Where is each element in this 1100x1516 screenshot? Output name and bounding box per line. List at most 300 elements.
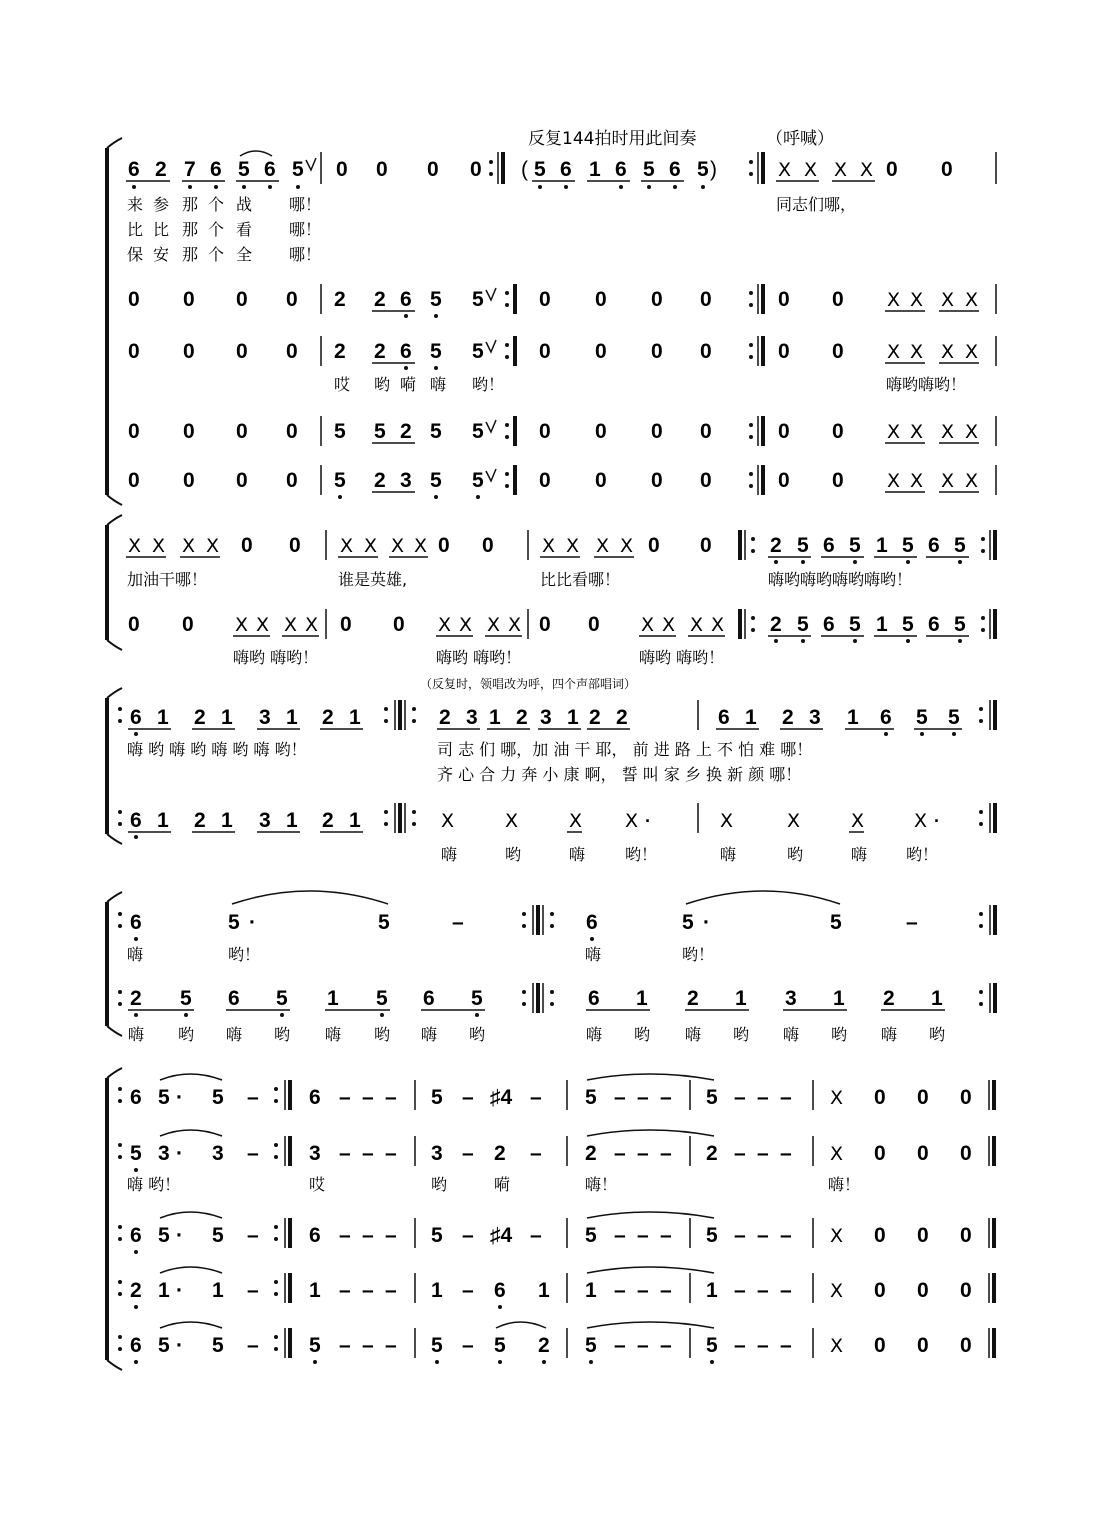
svg-text:–: –: [362, 1086, 374, 1109]
svg-text:–: –: [757, 1142, 769, 1165]
svg-text:那: 那: [182, 195, 199, 214]
svg-text:0: 0: [651, 288, 663, 311]
svg-text:5: 5: [472, 420, 484, 443]
svg-text:个: 个: [208, 195, 225, 214]
svg-text:0: 0: [376, 158, 388, 181]
svg-text:1: 1: [585, 1279, 597, 1302]
svg-text:5: 5: [697, 158, 709, 181]
svg-text:X: X: [487, 614, 501, 636]
svg-text:5: 5: [585, 1224, 597, 1247]
svg-text:哟！: 哟！: [682, 945, 715, 964]
svg-text:5: 5: [706, 1224, 718, 1247]
svg-text:–: –: [614, 1224, 626, 1247]
svg-text:X: X: [965, 289, 979, 311]
svg-text:–: –: [462, 1224, 474, 1247]
svg-text:2: 2: [194, 706, 206, 729]
svg-text:1: 1: [221, 809, 233, 832]
svg-text:6: 6: [130, 706, 142, 729]
svg-text:2: 2: [782, 706, 794, 729]
svg-text:嗨哟 嗨哟！: 嗨哟 嗨哟！: [233, 648, 319, 667]
svg-text:5: 5: [954, 613, 966, 636]
svg-text:2: 2: [616, 706, 628, 729]
svg-text:X: X: [965, 341, 979, 363]
svg-text:0: 0: [128, 469, 140, 492]
svg-text:–: –: [385, 1086, 397, 1109]
system-bracket: [107, 138, 122, 505]
svg-text:5: 5: [472, 340, 484, 363]
lyrics-aiyo: [334, 375, 966, 394]
svg-text:0: 0: [438, 534, 450, 557]
svg-text:0: 0: [700, 534, 712, 557]
svg-text:2: 2: [322, 706, 334, 729]
svg-text:比: 比: [153, 220, 170, 239]
svg-text:2: 2: [883, 987, 895, 1010]
svg-text:哟: 哟: [274, 1025, 291, 1044]
svg-text:5: 5: [472, 288, 484, 311]
svg-text:哪！: 哪！: [289, 220, 322, 239]
svg-text:参: 参: [153, 195, 170, 214]
svg-text:5: 5: [212, 1334, 224, 1357]
svg-text:5: 5: [849, 613, 861, 636]
svg-text:–: –: [385, 1279, 397, 1302]
svg-text:–: –: [247, 1086, 259, 1109]
svg-text:0: 0: [595, 288, 607, 311]
svg-text:嗨: 嗨: [783, 1025, 800, 1044]
svg-text:2: 2: [770, 613, 782, 636]
svg-text:3: 3: [431, 1142, 443, 1165]
svg-text:0: 0: [960, 1142, 972, 1165]
svg-text:X: X: [787, 810, 801, 832]
svg-text:5: 5: [212, 1086, 224, 1109]
svg-text:嗨！: 嗨！: [828, 1175, 861, 1194]
svg-text:1: 1: [538, 1279, 550, 1302]
svg-text:6: 6: [400, 340, 412, 363]
svg-text:–: –: [780, 1086, 792, 1109]
svg-text:0: 0: [183, 420, 195, 443]
svg-text:0: 0: [595, 420, 607, 443]
svg-text:哟: 哟: [787, 845, 804, 864]
svg-text:1: 1: [157, 809, 169, 832]
svg-text:5: 5: [585, 1334, 597, 1357]
svg-text:0: 0: [778, 420, 790, 443]
svg-text:0: 0: [832, 340, 844, 363]
svg-text:5: 5: [431, 1086, 443, 1109]
svg-text:6: 6: [309, 1224, 321, 1247]
svg-text:0: 0: [778, 288, 790, 311]
svg-text:–: –: [362, 1224, 374, 1247]
svg-text:–: –: [757, 1224, 769, 1247]
svg-text:0: 0: [648, 534, 660, 557]
svg-text:0: 0: [651, 420, 663, 443]
svg-text:X: X: [887, 341, 901, 363]
svg-text:·: ·: [176, 1142, 183, 1165]
svg-text:–: –: [339, 1142, 351, 1165]
svg-text:安: 安: [153, 245, 170, 264]
svg-text:X: X: [965, 470, 979, 492]
svg-text:0: 0: [183, 469, 195, 492]
svg-text:3: 3: [158, 1142, 170, 1165]
svg-text:2: 2: [585, 1142, 597, 1165]
svg-text:嗨哟嗨哟！: 嗨哟嗨哟！: [886, 375, 967, 394]
svg-text:2: 2: [334, 288, 346, 311]
svg-text:X: X: [235, 614, 249, 636]
svg-text:同志们哪，: 同志们哪，: [776, 195, 857, 214]
svg-text:X: X: [152, 535, 166, 557]
svg-text:0: 0: [286, 340, 298, 363]
svg-text:1: 1: [212, 1279, 224, 1302]
svg-text:0: 0: [960, 1279, 972, 1302]
svg-text:5: 5: [430, 340, 442, 363]
svg-text:·: ·: [249, 911, 256, 934]
svg-text:比比看哪！: 比比看哪！: [540, 570, 621, 589]
svg-text:X: X: [914, 810, 928, 832]
svg-text:5: 5: [682, 911, 694, 934]
svg-text:嗨: 嗨: [685, 1025, 702, 1044]
svg-text:哟！: 哟！: [472, 375, 505, 394]
svg-text:–: –: [637, 1279, 649, 1302]
svg-text:X: X: [364, 535, 378, 557]
svg-text:5: 5: [643, 158, 655, 181]
svg-text:0: 0: [539, 420, 551, 443]
svg-text:5: 5: [158, 1224, 170, 1247]
svg-text:X: X: [566, 535, 580, 557]
svg-text:0: 0: [236, 469, 248, 492]
svg-text:5: 5: [706, 1334, 718, 1357]
svg-text:–: –: [339, 1224, 351, 1247]
svg-text:–: –: [462, 1142, 474, 1165]
svg-text:5: 5: [158, 1086, 170, 1109]
svg-text:5: 5: [228, 911, 240, 934]
svg-text:2: 2: [130, 1279, 142, 1302]
svg-text:6: 6: [928, 534, 940, 557]
svg-text:嗬: 嗬: [494, 1175, 511, 1194]
svg-text:3: 3: [309, 1142, 321, 1165]
svg-text:–: –: [734, 1334, 746, 1357]
svg-text:2: 2: [130, 987, 142, 1010]
svg-text:–: –: [780, 1279, 792, 1302]
svg-text:1: 1: [158, 1279, 170, 1302]
svg-text:0: 0: [128, 340, 140, 363]
svg-text:3: 3: [785, 987, 797, 1010]
svg-text:–: –: [660, 1224, 672, 1247]
svg-text:–: –: [362, 1334, 374, 1357]
svg-text:–: –: [362, 1142, 374, 1165]
svg-text:嗨: 嗨: [569, 845, 586, 864]
svg-text:6: 6: [823, 613, 835, 636]
svg-text:5: 5: [431, 1224, 443, 1247]
svg-text:2: 2: [770, 534, 782, 557]
svg-text:1: 1: [309, 1279, 321, 1302]
svg-text:–: –: [614, 1142, 626, 1165]
svg-text:·: ·: [176, 1334, 183, 1357]
svg-text:嗨: 嗨: [720, 845, 737, 864]
svg-text:嗨 哟 嗨 哟 嗨 哟 嗨 哟！: 嗨 哟 嗨 哟 嗨 哟 嗨 哟！: [127, 740, 307, 759]
svg-text:哪！: 哪！: [289, 195, 322, 214]
svg-text:–: –: [614, 1279, 626, 1302]
svg-text:2: 2: [334, 340, 346, 363]
svg-text:X: X: [340, 535, 354, 557]
svg-text:–: –: [385, 1334, 397, 1357]
svg-text:0: 0: [960, 1334, 972, 1357]
svg-text:0: 0: [470, 158, 482, 181]
svg-text:–: –: [660, 1142, 672, 1165]
svg-text:–: –: [660, 1279, 672, 1302]
svg-text:X: X: [720, 810, 734, 832]
svg-text:5: 5: [472, 469, 484, 492]
svg-text:6: 6: [718, 706, 730, 729]
svg-text:0: 0: [236, 288, 248, 311]
interlude-note: 反复144拍时用此间奏: [528, 129, 697, 149]
svg-text:1: 1: [286, 809, 298, 832]
svg-text:X: X: [391, 535, 405, 557]
svg-text:0: 0: [874, 1224, 886, 1247]
svg-text:5: 5: [378, 911, 390, 934]
svg-text:0: 0: [340, 613, 352, 636]
svg-text:1: 1: [745, 706, 757, 729]
svg-text:1: 1: [349, 706, 361, 729]
svg-text:·: ·: [934, 811, 940, 831]
svg-text:X: X: [830, 1335, 844, 1357]
svg-text:X: X: [830, 1280, 844, 1302]
svg-text:嗬: 嗬: [400, 375, 417, 394]
svg-text:X: X: [542, 535, 556, 557]
svg-text:0: 0: [874, 1086, 886, 1109]
svg-text:嗨哟 嗨哟！: 嗨哟 嗨哟！: [639, 648, 725, 667]
svg-text:0: 0: [917, 1142, 929, 1165]
svg-text:6: 6: [928, 613, 940, 636]
svg-text:0: 0: [832, 469, 844, 492]
svg-text:2: 2: [589, 706, 601, 729]
svg-text:–: –: [614, 1334, 626, 1357]
svg-text:5: 5: [916, 706, 928, 729]
svg-text:0: 0: [651, 340, 663, 363]
svg-text:6: 6: [228, 987, 240, 1010]
svg-text:–: –: [734, 1086, 746, 1109]
svg-text:–: –: [247, 1334, 259, 1357]
svg-text:5: 5: [830, 911, 842, 934]
svg-text:X: X: [910, 341, 924, 363]
svg-text:2: 2: [374, 469, 386, 492]
svg-text:1: 1: [489, 706, 501, 729]
svg-text:嗨: 嗨: [128, 1025, 145, 1044]
svg-text:6: 6: [130, 809, 142, 832]
svg-text:X: X: [941, 341, 955, 363]
svg-text:–: –: [339, 1334, 351, 1357]
svg-text:哟: 哟: [634, 1025, 651, 1044]
svg-text:1: 1: [589, 158, 601, 181]
svg-text:嗨: 嗨: [585, 945, 602, 964]
system-bracket-2: [107, 515, 122, 650]
svg-text:1: 1: [286, 706, 298, 729]
svg-text:0: 0: [917, 1279, 929, 1302]
svg-text:2: 2: [516, 706, 528, 729]
svg-text:–: –: [780, 1334, 792, 1357]
svg-text:1: 1: [735, 987, 747, 1010]
svg-text:那: 那: [182, 220, 199, 239]
svg-text:哟！: 哟！: [906, 845, 939, 864]
svg-text:–: –: [339, 1279, 351, 1302]
svg-text:1: 1: [876, 613, 888, 636]
svg-text:哎: 哎: [334, 375, 351, 394]
svg-text:–: –: [734, 1142, 746, 1165]
svg-text:–: –: [780, 1142, 792, 1165]
lyrics-system-3: [127, 740, 938, 864]
svg-text:5: 5: [431, 1334, 443, 1357]
svg-text:X: X: [830, 1225, 844, 1247]
svg-text:5: 5: [902, 613, 914, 636]
svg-text:X: X: [830, 1143, 844, 1165]
svg-text:0: 0: [874, 1279, 886, 1302]
svg-text:谁是英雄,: 谁是英雄,: [338, 570, 408, 589]
svg-text:X: X: [596, 535, 610, 557]
svg-text:(: (: [521, 158, 528, 181]
svg-text:5: 5: [534, 158, 546, 181]
svg-text:6: 6: [130, 1086, 142, 1109]
svg-text:·: ·: [176, 1224, 183, 1247]
svg-text:·: ·: [176, 1279, 183, 1302]
svg-text:5: 5: [494, 1334, 506, 1357]
svg-text:嗨哟嗨哟嗨哟嗨哟！: 嗨哟嗨哟嗨哟嗨哟！: [768, 570, 913, 589]
svg-text:6: 6: [615, 158, 627, 181]
svg-text:♯4: ♯4: [490, 1224, 513, 1247]
shout-note: （呼喊）: [766, 129, 834, 149]
svg-text:·: ·: [645, 811, 651, 831]
svg-text:3: 3: [400, 469, 412, 492]
svg-text:0: 0: [128, 420, 140, 443]
svg-text:嗨: 嗨: [430, 375, 447, 394]
svg-text:个: 个: [208, 220, 225, 239]
svg-text:6: 6: [423, 987, 435, 1010]
svg-text:0: 0: [289, 534, 301, 557]
svg-text:–: –: [637, 1224, 649, 1247]
svg-text:0: 0: [917, 1224, 929, 1247]
svg-text:司 志 们 哪，加 油 干 耶， 前 进 路 上 不 怕 难: 司 志 们 哪，加 油 干 耶， 前 进 路 上 不 怕 难 哪！: [437, 740, 813, 759]
svg-text:X: X: [459, 614, 473, 636]
svg-text:–: –: [660, 1334, 672, 1357]
svg-text:0: 0: [539, 288, 551, 311]
svg-text:比: 比: [127, 220, 144, 239]
system-bracket-5: [107, 1068, 122, 1370]
svg-text:2: 2: [439, 706, 451, 729]
repeat-note: （反复时，领唱改为呼，四个声部唱词）: [420, 677, 637, 691]
svg-text:嗨 哟！: 嗨 哟！: [127, 1175, 181, 1194]
svg-text:X: X: [441, 810, 455, 832]
svg-text:哟: 哟: [929, 1025, 946, 1044]
svg-text:2: 2: [155, 158, 167, 181]
svg-text:6: 6: [669, 158, 681, 181]
svg-text:1: 1: [221, 706, 233, 729]
svg-text:1: 1: [567, 706, 579, 729]
svg-text:–: –: [637, 1142, 649, 1165]
svg-text:5: 5: [430, 420, 442, 443]
svg-text:嗨: 嗨: [851, 845, 868, 864]
svg-text:5: 5: [180, 987, 192, 1010]
svg-text:–: –: [780, 1224, 792, 1247]
svg-text:嗨: 嗨: [325, 1025, 342, 1044]
svg-text:–: –: [530, 1142, 542, 1165]
svg-text:6: 6: [823, 534, 835, 557]
svg-text:0: 0: [886, 158, 898, 181]
svg-text:5: 5: [902, 534, 914, 557]
svg-text:0: 0: [427, 158, 439, 181]
svg-text:X: X: [910, 421, 924, 443]
svg-text:X: X: [834, 159, 848, 181]
svg-text:5: 5: [849, 534, 861, 557]
svg-text:–: –: [385, 1142, 397, 1165]
svg-text:0: 0: [778, 340, 790, 363]
svg-text:–: –: [614, 1086, 626, 1109]
svg-text:X: X: [887, 289, 901, 311]
svg-text:0: 0: [128, 288, 140, 311]
svg-text:5: 5: [706, 1086, 718, 1109]
svg-text:1: 1: [931, 987, 943, 1010]
svg-text:–: –: [385, 1224, 397, 1247]
svg-text:–: –: [462, 1279, 474, 1302]
svg-text:–: –: [247, 1224, 259, 1247]
svg-text:嗨: 嗨: [881, 1025, 898, 1044]
svg-text:3: 3: [809, 706, 821, 729]
svg-text:3: 3: [259, 706, 271, 729]
svg-text:哟: 哟: [831, 1025, 848, 1044]
svg-text:6: 6: [130, 1224, 142, 1247]
svg-text:1: 1: [636, 987, 648, 1010]
svg-text:6: 6: [560, 158, 572, 181]
svg-text:♯4: ♯4: [490, 1086, 513, 1109]
svg-text:0: 0: [778, 469, 790, 492]
svg-text:X: X: [830, 1087, 844, 1109]
svg-text:X: X: [711, 614, 725, 636]
svg-text:6: 6: [880, 706, 892, 729]
svg-text:加油干哪！: 加油干哪！: [127, 570, 208, 589]
svg-text:0: 0: [182, 613, 194, 636]
svg-text:2: 2: [538, 1334, 550, 1357]
staff-rows-chorus: [128, 284, 996, 499]
svg-text:哟: 哟: [505, 845, 522, 864]
svg-text:0: 0: [286, 420, 298, 443]
svg-text:嗨: 嗨: [586, 1025, 603, 1044]
svg-text:0: 0: [700, 340, 712, 363]
staff-system-5: [130, 1086, 972, 1357]
svg-text:保: 保: [127, 245, 144, 264]
svg-text:–: –: [339, 1086, 351, 1109]
svg-text:5: 5: [374, 420, 386, 443]
svg-text:5: 5: [309, 1334, 321, 1357]
svg-text:0: 0: [336, 158, 348, 181]
svg-text:X: X: [860, 159, 874, 181]
svg-text:X: X: [284, 614, 298, 636]
svg-text:X: X: [941, 289, 955, 311]
svg-text:个: 个: [208, 245, 225, 264]
svg-text:X: X: [625, 810, 639, 832]
svg-text:X: X: [256, 614, 270, 636]
svg-text:0: 0: [700, 469, 712, 492]
lyrics-verses: [127, 195, 856, 264]
lyrics-system-5: [127, 1175, 860, 1194]
svg-text:战: 战: [236, 195, 253, 214]
svg-text:–: –: [637, 1334, 649, 1357]
svg-text:X: X: [778, 159, 792, 181]
svg-text:0: 0: [286, 469, 298, 492]
svg-text:–: –: [906, 911, 918, 934]
svg-text:5: 5: [954, 534, 966, 557]
staff-system-5-marks: [118, 1074, 994, 1364]
svg-text:5: 5: [212, 1224, 224, 1247]
svg-text:–: –: [734, 1279, 746, 1302]
svg-text:0: 0: [832, 420, 844, 443]
svg-text:X: X: [662, 614, 676, 636]
svg-text:X: X: [620, 535, 634, 557]
svg-text:0: 0: [651, 469, 663, 492]
